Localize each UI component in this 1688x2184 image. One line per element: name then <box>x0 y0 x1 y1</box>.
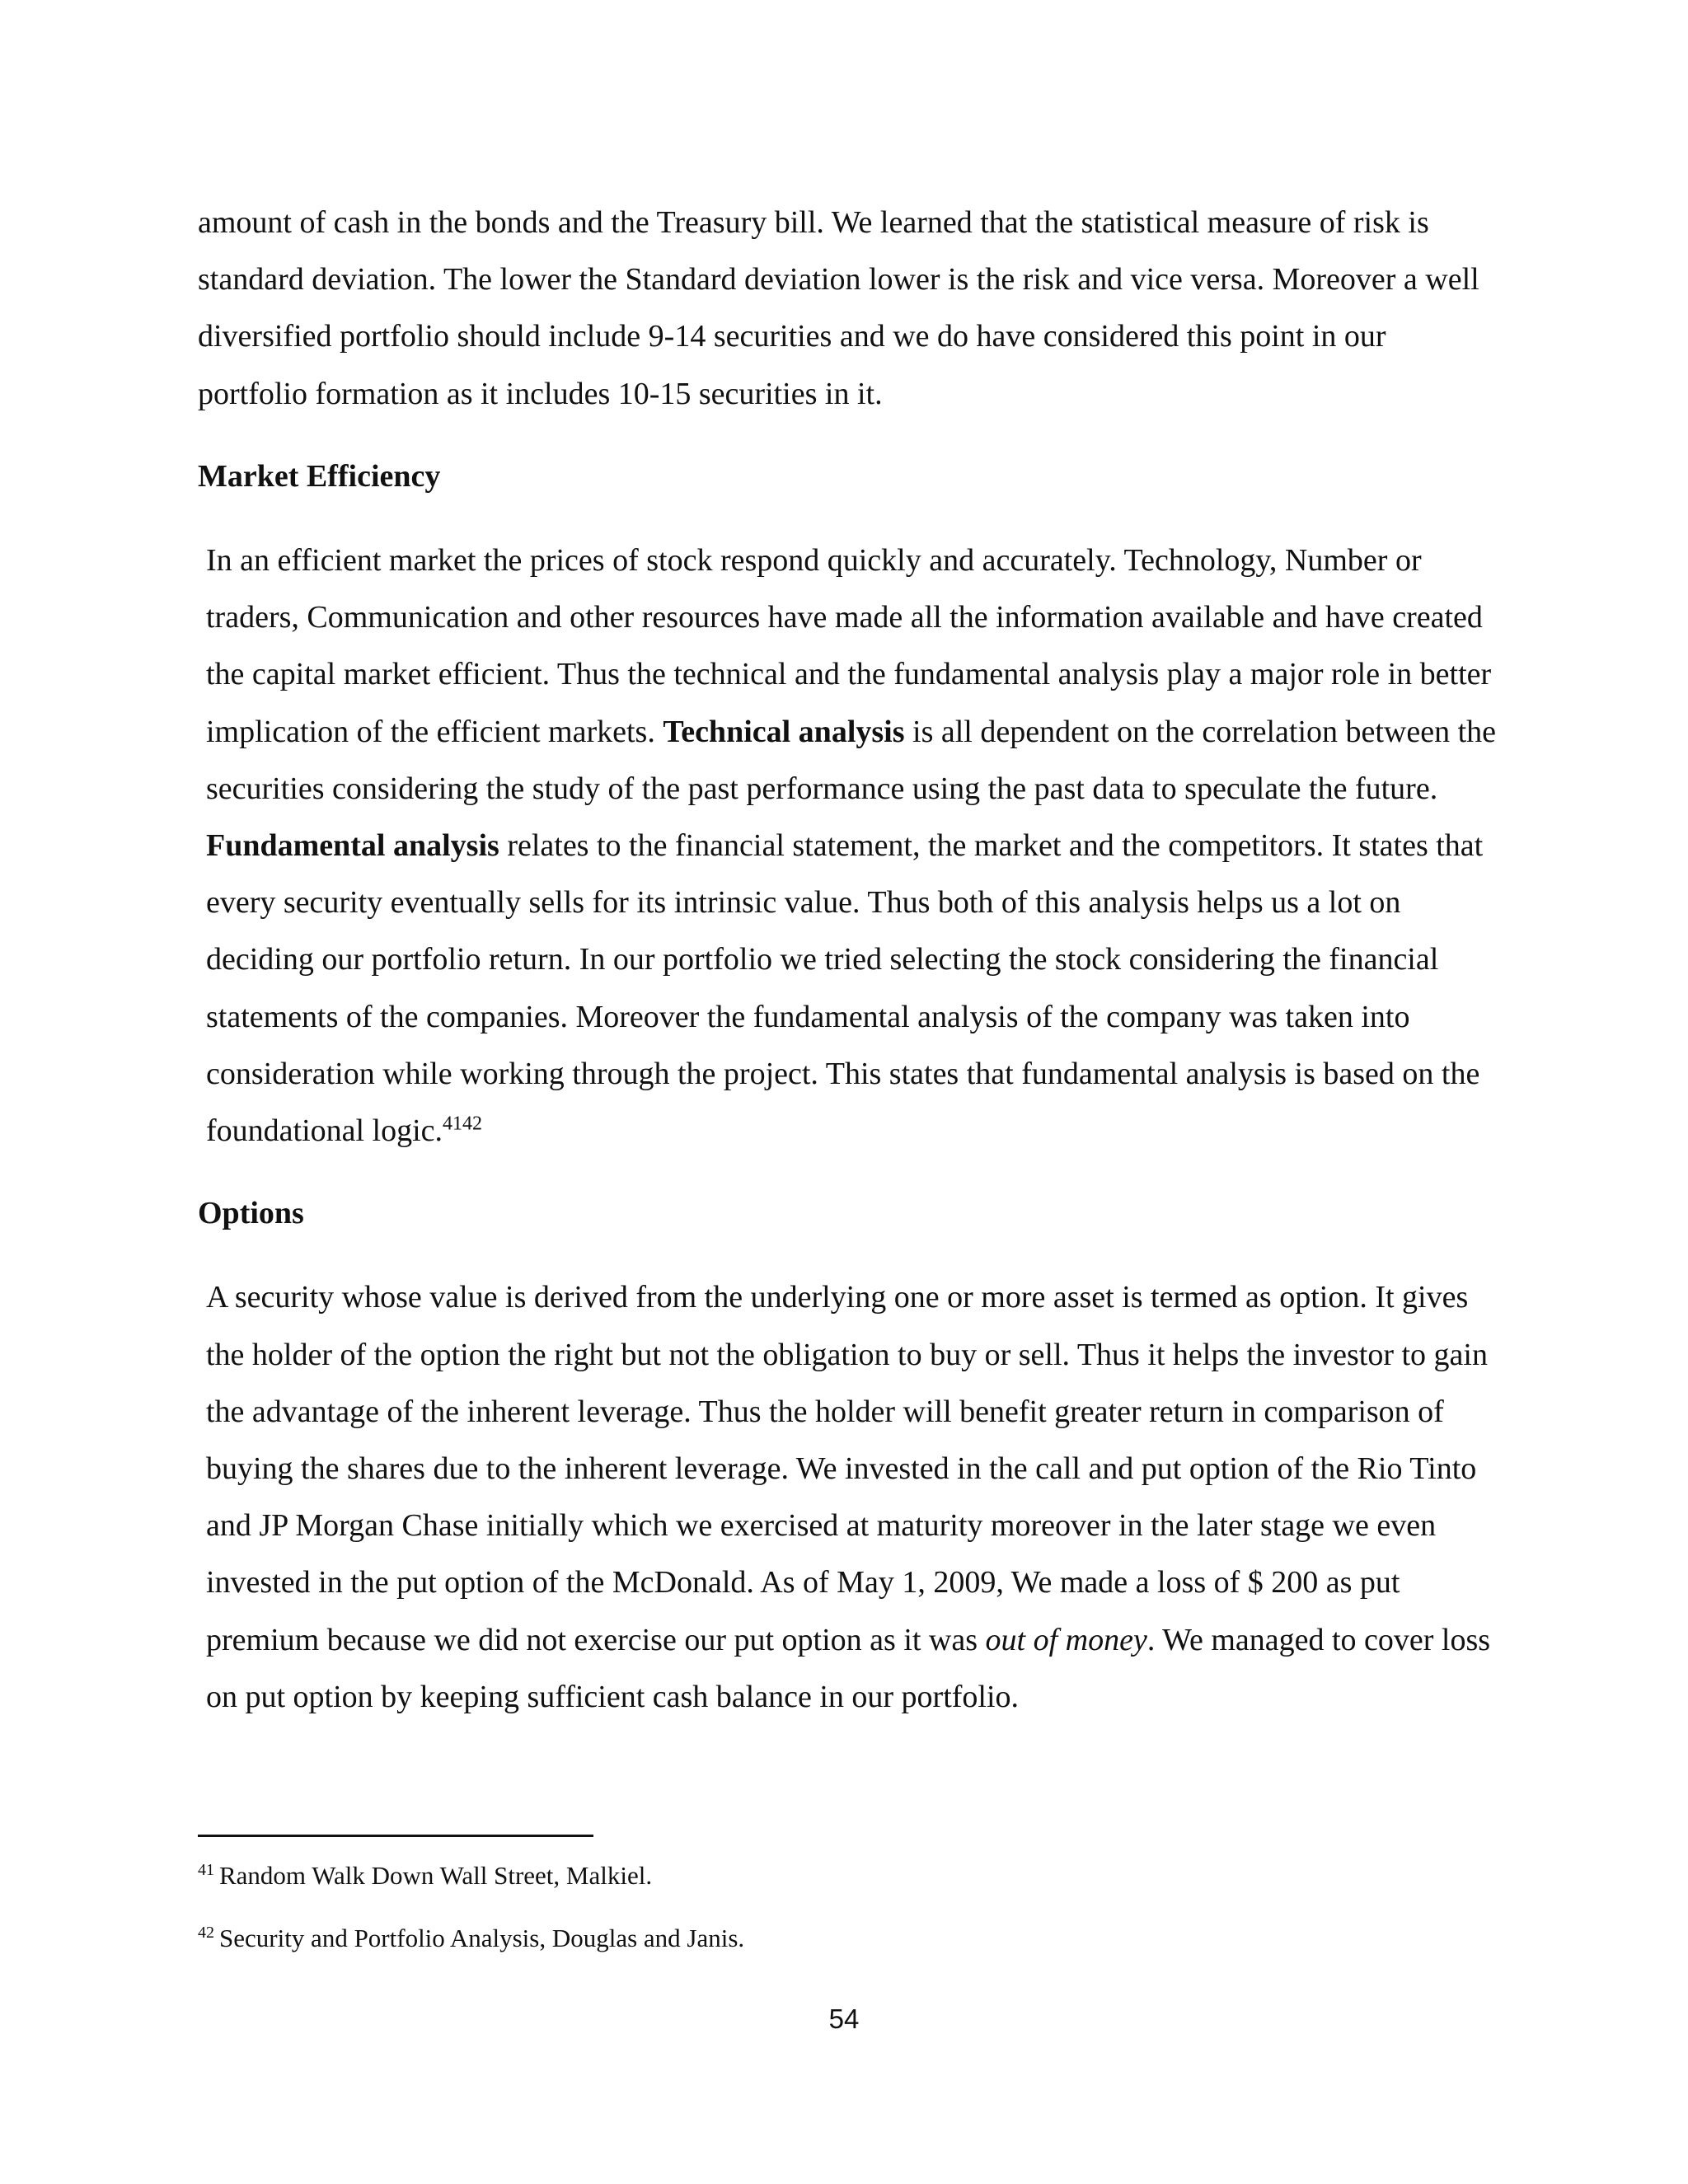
options-heading: Options <box>198 1196 304 1231</box>
fundamental-analysis-term: Fundamental analysis <box>206 828 499 864</box>
footnote-text: Random Walk Down Wall Street, Malkiel. <box>219 1861 653 1890</box>
footnote-41 <box>198 1859 652 1892</box>
options-text-2: . We managed to cover loss on put option by keeping sufficient cash balance in our portfolio. <box>206 1622 1491 1714</box>
footnote-mark: 42 <box>198 1923 214 1942</box>
footnote-42 <box>198 1922 744 1955</box>
footnote-reference: 4142 <box>443 1113 483 1135</box>
market-efficiency-heading: Market Efficiency <box>198 458 441 494</box>
options-paragraph <box>198 1269 1500 1726</box>
out-of-money-term: out of money <box>985 1622 1147 1657</box>
market-efficiency-text-1: In an efficient market the prices of stock respond quickly and accurately. Technology, Number or traders, Communication and other resources have made all the information available and have created the capital market efficient. Thus the technical and the fundamental analysis play a major role in better implication of the efficient markets. <box>206 543 1492 749</box>
market-efficiency-text-2: is all dependent on the correlation between the securities considering the study of the past performance using the past data to speculate the future. <box>206 714 1497 806</box>
market-efficiency-text-3: relates to the financial statement, the market and the competitors. It states that every security eventually sells for its intrinsic value. Thus both of this analysis helps us a lot on deciding our portfolio return. In our portfolio we tried selecting the stock considering the financial statements of the companies. Moreover the fundamental analysis of the company was taken into consideration while working through the project. This states that fundamental analysis is based on the foundational logic. <box>206 828 1484 1149</box>
intro-paragraph: amount of cash in the bonds and the Treasury bill. We learned that the statistical measure of risk is standard deviation. The lower the Standard deviation lower is the risk and vice versa. Moreover a well diversified portfolio should include 9-14 securities and we do have considered this point in our portfolio formation as it includes 10-15 securities in it. <box>198 205 1479 411</box>
footnote-mark: 41 <box>198 1860 214 1879</box>
page-number: 54 <box>828 2004 860 2034</box>
footnote-divider <box>198 1835 593 1837</box>
document-body <box>198 194 1500 1726</box>
market-efficiency-paragraph <box>198 532 1500 1160</box>
technical-analysis-term: Technical analysis <box>663 714 905 749</box>
footnote-text: Security and Portfolio Analysis, Douglas and Janis. <box>219 1924 745 1952</box>
options-text-1: A security whose value is derived from the underlying one or more asset is termed as option. It gives the holder of the option the right but not the obligation to buy or sell. Thus it helps the investor to gain the advantage of the inherent leverage. Thus the holder will benefit greater return in comparison of buying the shares due to the inherent leverage. We invested in the call and put option of the Rio Tinto and JP Morgan Chase initially which we exercised at maturity moreover in the later stage we even invested in the put option of the McDonald. As of May 1, 2009, We made a loss of $ 200 as put premium because we did not exercise our put option as it was <box>206 1280 1488 1657</box>
